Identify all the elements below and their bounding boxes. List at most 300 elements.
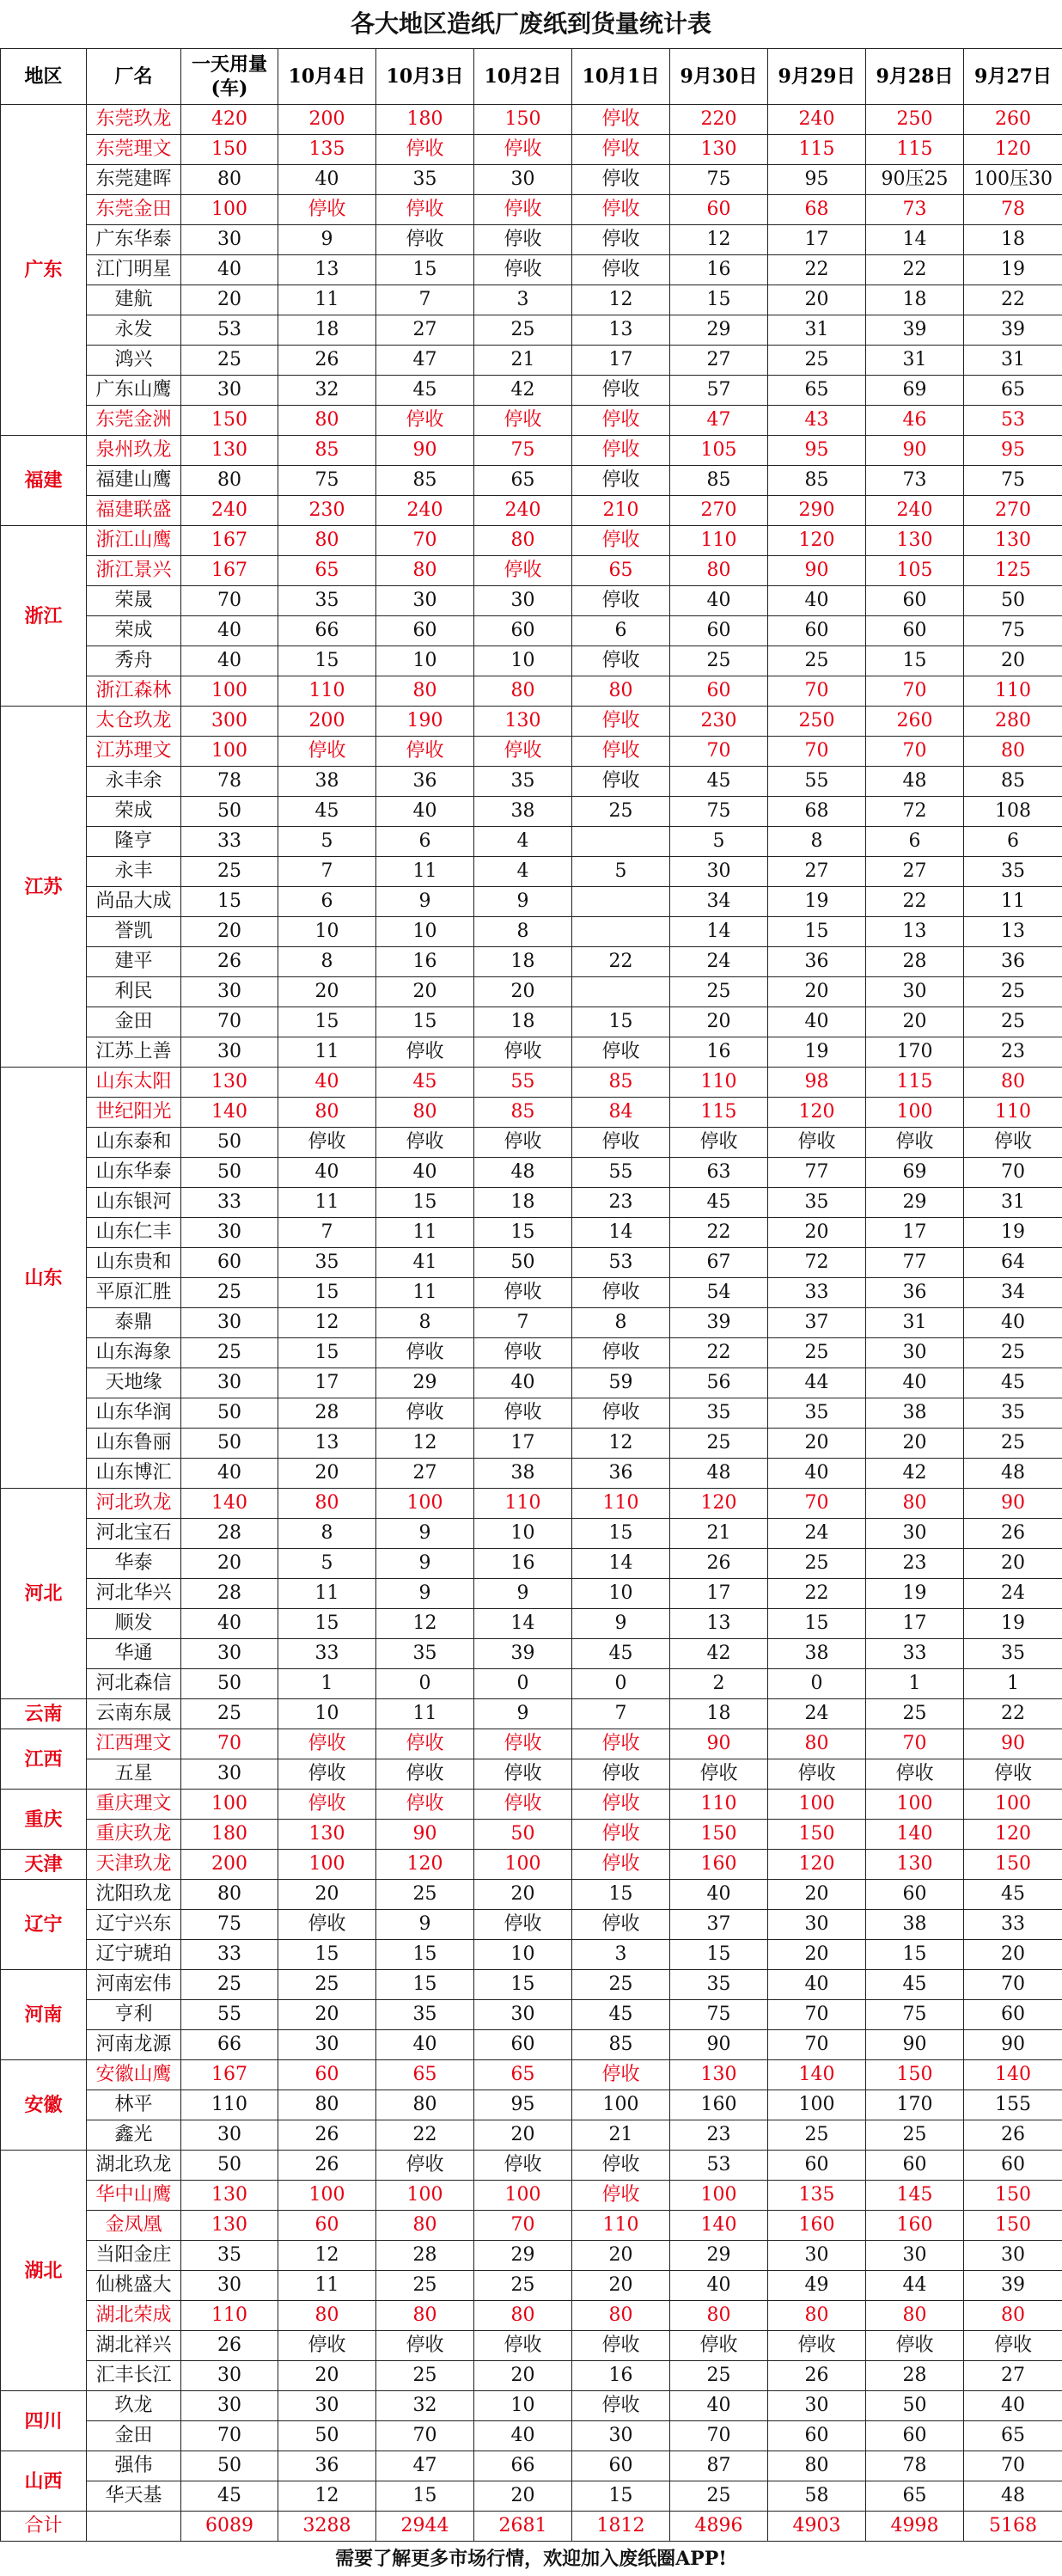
value-cell: 28 [866,947,964,977]
value-cell: 33 [964,1910,1062,1940]
total-value-cell: 4998 [866,2512,964,2542]
table-row [1,1880,1062,1910]
value-cell: 85 [768,466,866,496]
mill-name-cell: 河南龙源 [87,2030,181,2060]
mill-name-cell: 强伟 [87,2451,181,2481]
region-cell: 山西 [1,2451,87,2512]
value-cell: 210 [572,496,670,526]
value-cell: 停收 [572,466,670,496]
value-cell: 20 [768,1880,866,1910]
value-cell: 66 [474,2451,572,2481]
value-cell: 130 [181,2181,278,2211]
value-cell: 7 [278,857,376,887]
mill-name-cell: 河北森信 [87,1669,181,1699]
value-cell: 31 [866,346,964,376]
value-cell: 78 [181,767,278,797]
value-cell: 40 [768,1970,866,2000]
value-cell: 110 [181,2301,278,2331]
header-cell: 9月30日 [670,49,768,105]
region-cell: 河南 [1,1970,87,2060]
value-cell: 停收 [768,1128,866,1158]
value-cell: 停收 [376,1398,474,1429]
header-cell: 厂名 [87,49,181,105]
table-row [1,1037,1062,1068]
value-cell: 85 [572,1068,670,1098]
table-row [1,315,1062,346]
table-row [1,767,1062,797]
value-cell: 48 [964,2481,1062,2512]
table-row [1,2181,1062,2211]
value-cell: 80 [278,2301,376,2331]
value-cell: 53 [964,406,1062,436]
value-cell: 24 [768,1519,866,1549]
value-cell: 停收 [964,2331,1062,2361]
value-cell: 停收 [572,1398,670,1429]
value-cell: 54 [670,1278,768,1308]
value-cell: 15 [376,1188,474,1218]
value-cell: 250 [866,105,964,135]
value-cell: 40 [181,616,278,646]
value-cell: 21 [670,1519,768,1549]
value-cell: 25 [181,857,278,887]
value-cell: 35 [376,1639,474,1669]
value-cell: 8 [278,947,376,977]
mill-name-cell: 东莞建晖 [87,165,181,195]
value-cell: 24 [768,1699,866,1729]
value-cell: 140 [181,1489,278,1519]
value-cell: 7 [474,1308,572,1338]
table-row [1,1639,1062,1669]
region-cell: 云南 [1,1699,87,1729]
table-row [1,917,1062,947]
table-row [1,496,1062,526]
table-row [1,1850,1062,1880]
value-cell: 65 [474,466,572,496]
value-cell: 17 [866,1609,964,1639]
value-cell: 25 [768,646,866,676]
value-cell: 42 [866,1459,964,1489]
value-cell: 6 [572,616,670,646]
value-cell: 80 [278,2090,376,2120]
value-cell: 9 [376,1549,474,1579]
value-cell: 60 [866,586,964,616]
value-cell: 停收 [572,376,670,406]
value-cell: 20 [768,1940,866,1970]
value-cell: 17 [768,225,866,255]
value-cell: 70 [670,737,768,767]
mill-name-cell: 河北宝石 [87,1519,181,1549]
value-cell: 22 [670,1218,768,1248]
value-cell: 停收 [572,2181,670,2211]
value-cell: 55 [474,1068,572,1098]
value-cell: 10 [474,1519,572,1549]
region-cell: 江苏 [1,707,87,1068]
value-cell: 31 [964,346,1062,376]
value-cell: 27 [866,857,964,887]
value-cell: 停收 [278,1729,376,1759]
value-cell: 停收 [572,586,670,616]
value-cell: 停收 [474,2151,572,2181]
mill-name-cell: 辽宁琥珀 [87,1940,181,1970]
value-cell: 95 [768,165,866,195]
value-cell: 40 [866,1368,964,1398]
value-cell: 停收 [572,707,670,737]
value-cell: 47 [376,2451,474,2481]
value-cell: 240 [768,105,866,135]
value-cell: 29 [670,315,768,346]
table-row [1,707,1062,737]
value-cell: 停收 [278,195,376,225]
value-cell: 停收 [278,737,376,767]
table-body [1,105,1062,2542]
value-cell: 22 [964,1699,1062,1729]
value-cell: 35 [376,165,474,195]
total-value-cell: 1812 [572,2512,670,2542]
value-cell: 40 [670,1880,768,1910]
value-cell: 35 [474,767,572,797]
value-cell: 停收 [474,1910,572,1940]
table-row [1,1970,1062,2000]
value-cell: 50 [181,1128,278,1158]
value-cell: 18 [474,947,572,977]
value-cell: 240 [181,496,278,526]
value-cell: 140 [181,1098,278,1128]
mill-name-cell: 鑫光 [87,2120,181,2151]
value-cell: 停收 [376,1128,474,1158]
value-cell: 35 [278,586,376,616]
value-cell: 20 [181,917,278,947]
value-cell: 270 [964,496,1062,526]
table-row [1,947,1062,977]
value-cell: 19 [964,255,1062,285]
value-cell: 130 [670,2060,768,2090]
value-cell: 240 [474,496,572,526]
value-cell: 1 [866,1669,964,1699]
value-cell: 停收 [376,1790,474,1820]
table-row [1,1669,1062,1699]
header-cell: 10月2日 [474,49,572,105]
region-cell: 湖北 [1,2151,87,2391]
value-cell: 13 [278,1429,376,1459]
value-cell: 70 [181,586,278,616]
mill-name-cell: 东莞玖龙 [87,105,181,135]
value-cell: 100 [181,1790,278,1820]
table-row [1,165,1062,195]
value-cell: 25 [278,1970,376,2000]
value-cell: 85 [474,1098,572,1128]
value-cell: 100 [572,2090,670,2120]
value-cell: 150 [181,135,278,165]
region-cell: 河北 [1,1489,87,1699]
table-row [1,466,1062,496]
value-cell: 17 [572,346,670,376]
value-cell: 停收 [572,2060,670,2090]
value-cell: 19 [768,1037,866,1068]
value-cell: 80 [376,556,474,586]
value-cell: 30 [670,857,768,887]
value-cell: 63 [670,1158,768,1188]
value-cell: 停收 [572,1128,670,1158]
value-cell: 80 [866,1489,964,1519]
value-cell: 26 [181,947,278,977]
table-row [1,1579,1062,1609]
value-cell: 停收 [572,1278,670,1308]
value-cell: 停收 [572,1910,670,1940]
mill-name-cell: 湖北祥兴 [87,2331,181,2361]
value-cell: 停收 [474,737,572,767]
value-cell: 停收 [572,436,670,466]
value-cell: 70 [181,2421,278,2451]
value-cell: 200 [278,707,376,737]
value-cell: 6 [866,827,964,857]
value-cell: 12 [572,1429,670,1459]
mill-name-cell: 荣成 [87,797,181,827]
value-cell: 18 [474,1007,572,1037]
value-cell: 80 [964,1068,1062,1098]
value-cell: 停收 [572,767,670,797]
value-cell: 停收 [474,1037,572,1068]
table-row [1,195,1062,225]
value-cell: 10 [278,1699,376,1729]
table-row [1,436,1062,466]
value-cell: 25 [768,346,866,376]
value-cell: 65 [376,2060,474,2090]
value-cell: 24 [670,947,768,977]
value-cell: 95 [474,2090,572,2120]
value-cell: 70 [376,2421,474,2451]
value-cell: 95 [768,436,866,466]
value-cell: 25 [670,1429,768,1459]
value-cell: 26 [964,1519,1062,1549]
value-cell: 65 [474,2060,572,2090]
value-cell: 37 [670,1910,768,1940]
value-cell: 115 [768,135,866,165]
mill-name-cell: 金田 [87,1007,181,1037]
value-cell: 38 [768,1639,866,1669]
mill-name-cell: 河北华兴 [87,1579,181,1609]
value-cell: 20 [768,977,866,1007]
value-cell: 80 [181,1880,278,1910]
value-cell: 100 [474,1850,572,1880]
value-cell: 80 [474,676,572,707]
value-cell: 39 [866,315,964,346]
value-cell: 75 [181,1910,278,1940]
value-cell: 35 [181,2241,278,2271]
mill-name-cell: 荣晟 [87,586,181,616]
value-cell: 27 [376,1459,474,1489]
value-cell: 290 [768,496,866,526]
table-row [1,1489,1062,1519]
mill-name-cell: 山东博汇 [87,1459,181,1489]
mill-name-cell: 重庆理文 [87,1790,181,1820]
mill-name-cell: 世纪阳光 [87,1098,181,1128]
mill-name-cell: 东莞金田 [87,195,181,225]
value-cell: 12 [376,1609,474,1639]
mill-name-cell: 云南东晟 [87,1699,181,1729]
table-row [1,797,1062,827]
value-cell: 35 [670,1398,768,1429]
value-cell: 90 [964,1489,1062,1519]
value-cell: 40 [181,1609,278,1639]
mill-name-cell: 鸿兴 [87,346,181,376]
value-cell: 60 [376,616,474,646]
value-cell: 60 [866,616,964,646]
table-row [1,2271,1062,2301]
value-cell: 66 [181,2030,278,2060]
value-cell: 84 [572,1098,670,1128]
value-cell: 25 [474,315,572,346]
value-cell: 7 [572,1699,670,1729]
value-cell: 60 [866,2421,964,2451]
value-cell: 30 [768,1910,866,1940]
table-row [1,1368,1062,1398]
value-cell: 100压30 [964,165,1062,195]
value-cell: 78 [964,195,1062,225]
value-cell: 140 [866,1820,964,1850]
value-cell: 16 [670,1037,768,1068]
mill-name-cell: 湖北荣成 [87,2301,181,2331]
value-cell: 155 [964,2090,1062,2120]
value-cell: 22 [768,255,866,285]
value-cell: 15 [670,1940,768,1970]
value-cell: 72 [768,1248,866,1278]
value-cell: 停收 [572,1729,670,1759]
mill-name-cell: 山东华润 [87,1398,181,1429]
mill-name-cell: 泉州玖龙 [87,436,181,466]
value-cell: 40 [474,2421,572,2451]
value-cell: 停收 [474,1398,572,1429]
table-row [1,2481,1062,2512]
value-cell: 75 [866,2000,964,2030]
mill-name-cell: 广东山鹰 [87,376,181,406]
value-cell: 60 [866,2151,964,2181]
value-cell: 80 [768,2301,866,2331]
value-cell: 20 [964,1940,1062,1970]
value-cell: 25 [670,2361,768,2391]
value-cell: 11 [376,857,474,887]
value-cell: 29 [866,1188,964,1218]
value-cell: 90 [866,2030,964,2060]
table-row [1,2120,1062,2151]
value-cell: 115 [866,1068,964,1098]
value-cell: 110 [474,1489,572,1519]
mill-name-cell: 誉凯 [87,917,181,947]
mill-name-cell: 沈阳玖龙 [87,1880,181,1910]
value-cell: 20 [278,2361,376,2391]
table-row [1,1188,1062,1218]
mill-name-cell: 湖北玖龙 [87,2151,181,2181]
value-cell: 45 [376,376,474,406]
value-cell: 140 [964,2060,1062,2090]
mill-name-cell: 建航 [87,285,181,315]
value-cell: 22 [866,887,964,917]
value-cell: 80 [768,1729,866,1759]
value-cell: 停收 [376,1729,474,1759]
table-row [1,1218,1062,1248]
value-cell: 80 [474,2301,572,2331]
value-cell: 270 [670,496,768,526]
mill-name-cell: 福建联盛 [87,496,181,526]
value-cell: 120 [768,526,866,556]
value-cell: 22 [376,2120,474,2151]
mill-name-cell: 浙江森林 [87,676,181,707]
value-cell: 75 [670,165,768,195]
value-cell: 14 [474,1609,572,1639]
value-cell: 42 [670,1639,768,1669]
value-cell: 150 [964,2211,1062,2241]
value-cell: 30 [181,1037,278,1068]
value-cell: 10 [474,2391,572,2421]
value-cell: 110 [964,676,1062,707]
value-cell: 25 [474,2271,572,2301]
value-cell: 停收 [376,2331,474,2361]
value-cell: 70 [866,676,964,707]
value-cell: 停收 [376,2151,474,2181]
value-cell: 10 [474,646,572,676]
value-cell: 停收 [278,1759,376,1790]
value-cell: 停收 [572,1850,670,1880]
table-row [1,977,1062,1007]
value-cell: 100 [376,2181,474,2211]
value-cell: 30 [474,165,572,195]
header-cell: 10月1日 [572,49,670,105]
value-cell: 停收 [376,135,474,165]
header-cell: 10月3日 [376,49,474,105]
value-cell: 11 [964,887,1062,917]
value-cell: 170 [866,1037,964,1068]
value-cell: 80 [572,676,670,707]
value-cell: 130 [866,526,964,556]
table-row [1,2241,1062,2271]
value-cell: 停收 [474,556,572,586]
value-cell: 32 [278,376,376,406]
value-cell: 25 [670,977,768,1007]
value-cell: 14 [670,917,768,947]
value-cell: 90 [768,556,866,586]
value-cell: 停收 [964,1128,1062,1158]
value-cell: 停收 [572,2391,670,2421]
value-cell: 14 [866,225,964,255]
value-cell: 70 [181,1007,278,1037]
value-cell: 6 [278,887,376,917]
value-cell: 20 [768,1429,866,1459]
table-row [1,285,1062,315]
value-cell: 170 [866,2090,964,2120]
value-cell: 18 [866,285,964,315]
mill-name-cell: 华通 [87,1639,181,1669]
value-cell: 25 [181,1970,278,2000]
value-cell: 87 [670,2451,768,2481]
value-cell: 45 [376,1068,474,1098]
value-cell: 16 [376,947,474,977]
value-cell: 80 [376,676,474,707]
value-cell: 9 [376,887,474,917]
value-cell: 80 [278,526,376,556]
value-cell: 15 [278,1278,376,1308]
value-cell: 30 [474,586,572,616]
value-cell: 135 [768,2181,866,2211]
value-cell: 80 [278,1098,376,1128]
value-cell: 31 [768,315,866,346]
table-row [1,2301,1062,2331]
value-cell: 停收 [572,1759,670,1790]
value-cell: 12 [278,2481,376,2512]
value-cell: 230 [278,496,376,526]
mill-name-cell: 隆亨 [87,827,181,857]
value-cell: 85 [376,466,474,496]
table-row [1,2151,1062,2181]
header-cell: 9月29日 [768,49,866,105]
